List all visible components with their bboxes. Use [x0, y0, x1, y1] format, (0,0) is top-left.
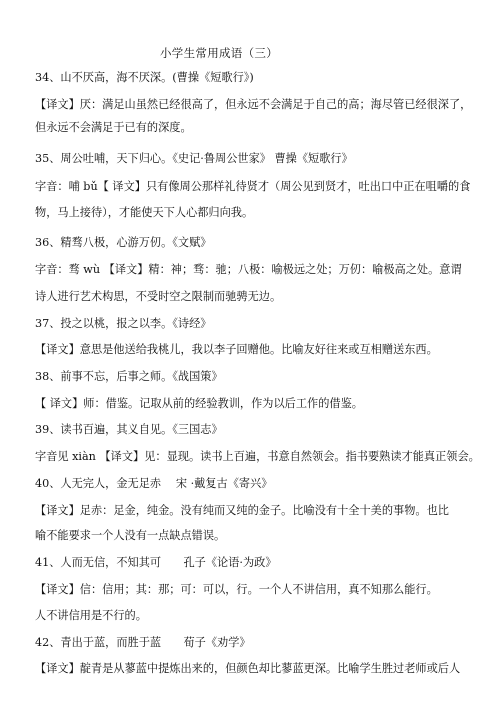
- text-line-2: 【译文】厌：满足山虽然已经很高了，但永远不会满足于自己的高；海尽管已经很深了，: [35, 98, 472, 111]
- text-line-14: 39、读书百遍，其义自见。《三国志》: [35, 423, 223, 436]
- text-line-15: 字音见 xiàn 【译文】见：显现。读书上百遍，书意自然领会。指书要熟读才能真正领会。: [35, 450, 480, 463]
- text-line-3: 但永远不会满足于已有的深度。: [35, 121, 192, 134]
- text-line-19: 41、人而无信，不知其可 孔子《论语·为政》: [35, 556, 277, 569]
- text-line-9: 诗人进行艺术构思，不受时空之限制而驰骋无边。: [35, 290, 282, 303]
- text-line-1: 34、山不厌高，海不厌深。(曹操《短歌行》): [35, 71, 254, 84]
- text-line-7: 36、精骛八极，心游万仞。《文赋》: [35, 236, 212, 249]
- text-line-21: 人不讲信用是不行的。: [35, 609, 147, 622]
- text-line-4: 35、周公吐哺，天下归心。《史记·鲁周公世家》 曹操《短歌行》: [35, 152, 353, 165]
- text-line-22: 42、青出于蓝，而胜于蓝 荀子《劝学》: [35, 636, 251, 649]
- text-line-8: 字音：骛 wù 【译文】精：神；骛：驰；八极：喻极远之处；万仞：喻极高之处。意谓: [35, 263, 462, 276]
- text-line-6: 物，马上接待），才能使天下人心都归向我。: [35, 206, 254, 219]
- text-line-13: 【 译文】师：借鉴。记取从前的经验教训，作为以后工作的借鉴。: [35, 397, 363, 410]
- text-line-18: 喻不能要求一个人没有一点缺点错误。: [35, 529, 226, 542]
- text-line-10: 37、投之以桃，报之以李。《诗经》: [35, 317, 212, 330]
- text-line-16: 40、人无完人，金无足赤 宋 ·戴复古《寄兴》: [35, 477, 273, 490]
- text-line-20: 【译文】信：信用；其：那；可：可以，行。一个人不讲信用，真不知那么能行。: [35, 583, 438, 596]
- text-line-11: 【译文】意思是他送给我桃儿，我以李子回赠他。比喻友好往来或互相赠送东西。: [35, 343, 438, 356]
- document-title: 小学生常用成语（三）: [160, 46, 278, 60]
- text-line-5: 字音：哺 bǔ【 译文】只有像周公那样礼待贤才（周公见到贤才，吐出口中正在咀嚼的食: [35, 180, 471, 193]
- text-line-17: 【译文】足赤：足金，纯金。没有纯而又纯的金子。比喻没有十全十美的事物。也比: [35, 504, 449, 517]
- text-line-12: 38、前事不忘，后事之师。《战国策》: [35, 370, 223, 383]
- text-line-23: 【译文】靛青是从蓼蓝中提炼出来的，但颜色却比蓼蓝更深。比喻学生胜过老师或后人: [35, 662, 461, 675]
